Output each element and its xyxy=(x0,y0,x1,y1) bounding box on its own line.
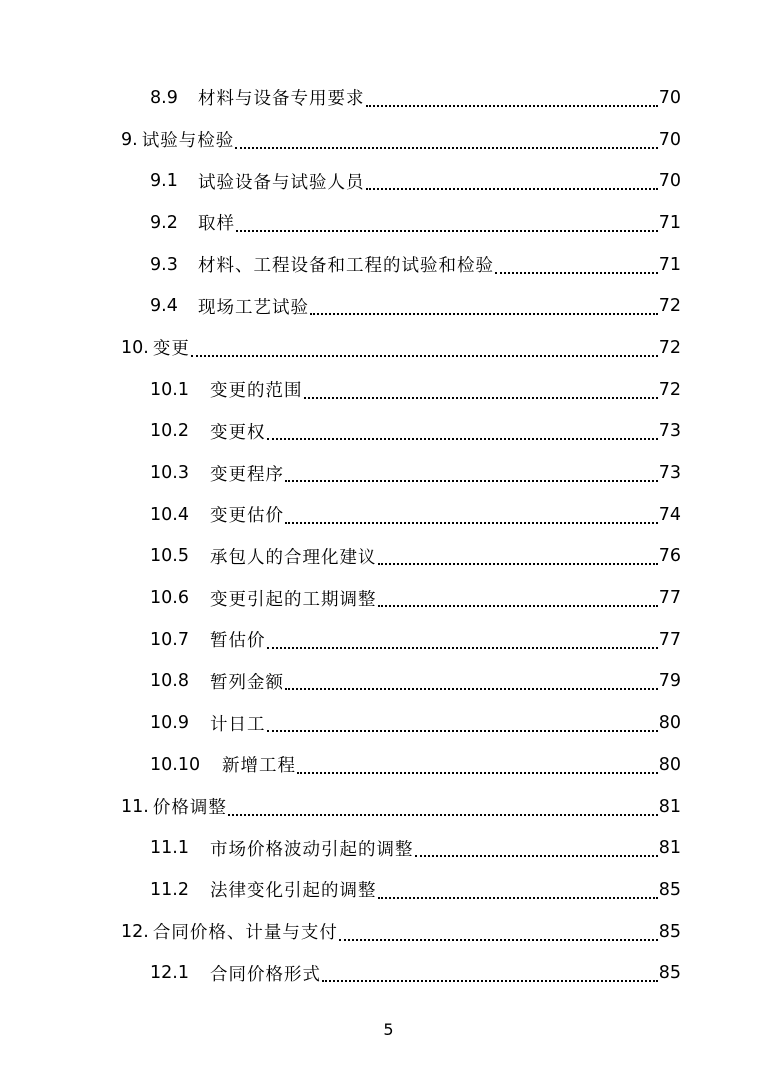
toc-dot-leader xyxy=(378,605,658,607)
toc-entry-title: 试验与检验 xyxy=(141,131,235,152)
toc-entry-number: 8.9 xyxy=(150,87,178,108)
toc-entry-number: 10.10 xyxy=(150,754,201,775)
toc-entry-page: 73 xyxy=(658,463,681,484)
toc-entry-page: 70 xyxy=(658,129,681,150)
toc-dot-leader xyxy=(304,397,658,399)
toc-entry-11-1[interactable] xyxy=(0,827,777,869)
toc-entry-page: 72 xyxy=(658,296,681,317)
toc-entry-title: 变更权 xyxy=(210,422,266,443)
toc-dot-leader xyxy=(378,563,658,565)
page-number: 5 xyxy=(383,1020,394,1039)
toc-dot-leader xyxy=(366,188,658,190)
toc-entry-page: 72 xyxy=(658,337,681,358)
toc-dot-leader xyxy=(310,313,658,315)
toc-entry-number: 9.1 xyxy=(150,171,178,192)
toc-entry-10[interactable] xyxy=(0,327,777,369)
toc-entry-number: 9.4 xyxy=(150,296,178,317)
toc-entry-title: 试验设备与试验人员 xyxy=(198,172,365,193)
toc-dot-leader xyxy=(228,814,658,816)
toc-entry-8-9[interactable] xyxy=(0,77,777,119)
toc-entry-12-1[interactable] xyxy=(0,952,777,994)
toc-entry-page: 71 xyxy=(658,212,681,233)
toc-entry-title: 承包人的合理化建议 xyxy=(210,547,377,568)
toc-entry-title: 取样 xyxy=(198,214,235,235)
toc-entry-number: 9. xyxy=(121,129,138,150)
toc-entry-9[interactable] xyxy=(0,119,777,161)
toc-entry-page: 85 xyxy=(658,921,681,942)
toc-entry-10-1[interactable] xyxy=(0,369,777,411)
toc-entry-title: 暂列金额 xyxy=(210,672,284,693)
toc-entry-title: 法律变化引起的调整 xyxy=(210,881,377,902)
toc-entry-title: 材料与设备专用要求 xyxy=(198,89,365,110)
toc-entry-10-6[interactable] xyxy=(0,577,777,619)
toc-entry-title: 价格调整 xyxy=(152,798,227,819)
toc-entry-title: 市场价格波动引起的调整 xyxy=(210,839,414,860)
toc-entry-title: 变更程序 xyxy=(210,464,284,485)
toc-entry-page: 76 xyxy=(658,546,681,567)
toc-entry-title: 变更引起的工期调整 xyxy=(210,589,377,610)
toc-entry-10-5[interactable] xyxy=(0,536,777,578)
toc-entry-page: 85 xyxy=(658,879,681,900)
toc-entry-page: 85 xyxy=(658,963,681,984)
toc-entry-10-9[interactable] xyxy=(0,702,777,744)
toc-entry-10-2[interactable] xyxy=(0,411,777,453)
toc-entry-title: 新增工程 xyxy=(222,756,296,777)
toc-entry-number: 11.1 xyxy=(150,838,189,859)
toc-entry-number: 10.3 xyxy=(150,463,189,484)
toc-entry-number: 10.2 xyxy=(150,421,189,442)
toc-entry-10-8[interactable] xyxy=(0,661,777,703)
toc-entry-number: 9.2 xyxy=(150,212,178,233)
toc-entry-page: 72 xyxy=(658,379,681,400)
toc-entry-9-3[interactable] xyxy=(0,244,777,286)
toc-entry-number: 10.8 xyxy=(150,671,189,692)
toc-entry-number: 10.7 xyxy=(150,629,189,650)
toc-dot-leader xyxy=(235,147,658,149)
toc-entry-page: 79 xyxy=(658,671,681,692)
toc-entry-number: 10.9 xyxy=(150,713,189,734)
toc-entry-9-2[interactable] xyxy=(0,202,777,244)
toc-entry-page: 80 xyxy=(658,754,681,775)
toc-entry-11-2[interactable] xyxy=(0,869,777,911)
toc-entry-10-7[interactable] xyxy=(0,619,777,661)
toc-entry-page: 80 xyxy=(658,713,681,734)
toc-entry-page: 77 xyxy=(658,629,681,650)
toc-dot-leader xyxy=(236,230,658,232)
toc-entry-page: 81 xyxy=(658,796,681,817)
toc-entry-title: 变更 xyxy=(152,339,190,360)
toc-dot-leader xyxy=(285,480,658,482)
toc-entry-page: 81 xyxy=(658,838,681,859)
toc-entry-page: 70 xyxy=(658,87,681,108)
toc-entry-title: 合同价格形式 xyxy=(210,964,321,985)
toc-dot-leader xyxy=(297,772,658,774)
toc-entry-title: 计日工 xyxy=(210,714,266,735)
toc-entry-number: 11. xyxy=(121,796,149,817)
toc-dot-leader xyxy=(267,730,658,732)
toc-entry-page: 73 xyxy=(658,421,681,442)
toc-entry-number: 10.5 xyxy=(150,546,189,567)
toc-dot-leader xyxy=(267,438,658,440)
toc-entry-title: 合同价格、计量与支付 xyxy=(152,923,338,944)
toc-entry-12[interactable] xyxy=(0,911,777,953)
toc-entry-11[interactable] xyxy=(0,786,777,828)
toc-entry-title: 现场工艺试验 xyxy=(198,297,309,318)
toc-entry-number: 11.2 xyxy=(150,879,189,900)
toc-dot-leader xyxy=(191,355,658,357)
toc-dot-leader xyxy=(378,897,658,899)
toc-entry-page: 77 xyxy=(658,588,681,609)
toc-entry-title: 变更估价 xyxy=(210,506,284,527)
toc-entry-number: 10. xyxy=(121,337,149,358)
toc-entry-10-10[interactable] xyxy=(0,744,777,786)
toc-entry-10-4[interactable] xyxy=(0,494,777,536)
toc-dot-leader xyxy=(339,939,658,941)
toc-dot-leader xyxy=(495,272,658,274)
toc-entry-number: 10.4 xyxy=(150,504,189,525)
table-of-contents xyxy=(0,77,777,994)
toc-dot-leader xyxy=(285,688,658,690)
toc-dot-leader xyxy=(267,647,658,649)
toc-entry-number: 12.1 xyxy=(150,963,189,984)
toc-entry-number: 10.1 xyxy=(150,379,189,400)
toc-entry-number: 9.3 xyxy=(150,254,178,275)
toc-dot-leader xyxy=(285,522,658,524)
toc-entry-title: 暂估价 xyxy=(210,631,266,652)
toc-entry-9-1[interactable] xyxy=(0,160,777,202)
toc-dot-leader xyxy=(322,980,658,982)
toc-entry-page: 70 xyxy=(658,171,681,192)
toc-entry-number: 10.6 xyxy=(150,588,189,609)
toc-dot-leader xyxy=(415,855,658,857)
toc-entry-9-4[interactable] xyxy=(0,285,777,327)
toc-entry-title: 变更的范围 xyxy=(210,381,303,402)
toc-entry-10-3[interactable] xyxy=(0,452,777,494)
toc-entry-title: 材料、工程设备和工程的试验和检验 xyxy=(198,256,494,277)
toc-dot-leader xyxy=(366,105,658,107)
toc-entry-number: 12. xyxy=(121,921,149,942)
toc-entry-page: 74 xyxy=(658,504,681,525)
toc-entry-page: 71 xyxy=(658,254,681,275)
